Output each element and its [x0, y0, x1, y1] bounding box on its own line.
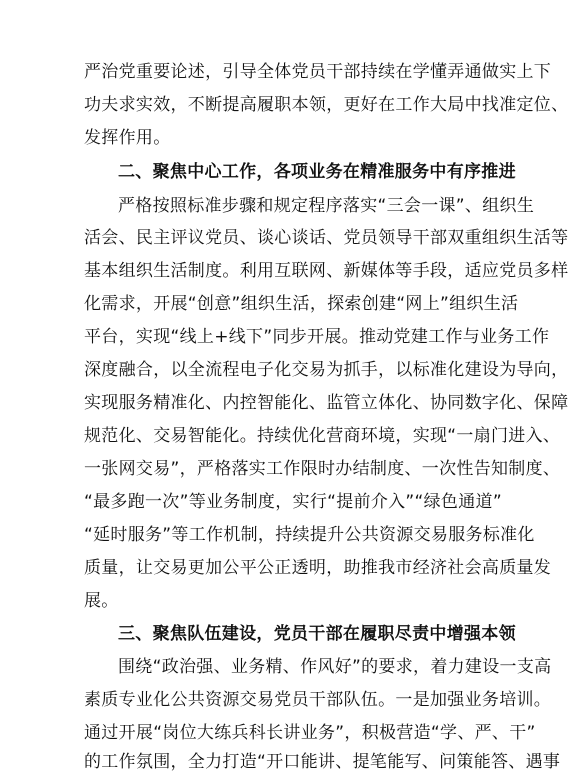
- body-text-line: 实现服务精准化、内控智能化、监管立体化、协同数字化、保障: [84, 393, 569, 413]
- section-heading-2: 二、聚焦中心工作，各项业务在精准服务中有序推进: [118, 162, 516, 182]
- body-text-line: 素质专业化公共资源交易党员干部队伍。一是加强业务培训。: [84, 690, 552, 710]
- body-text-line: 发挥作用。: [84, 128, 171, 148]
- body-text-line: 化需求，开展“创意”组织生活，探索创建“网上”组织生活: [84, 294, 519, 314]
- body-text-line: 的工作氛围，全力打造“开口能讲、提笔能写、问策能答、遇事: [84, 752, 561, 772]
- body-text-line: 严格按照标准步骤和规定程序落实“三会一课”、组织生: [118, 196, 535, 216]
- body-text-line: 平台，实现“线上+线下”同步开展。推动党建工作与业务工作: [84, 327, 550, 347]
- body-text-line: 活会、民主评议党员、谈心谈话、党员领导干部双重组织生活等: [84, 228, 569, 248]
- body-text-line: 一张网交易”，严格落实工作限时办结制度、一次性告知制度、: [84, 459, 561, 479]
- body-text-line: 基本组织生活制度。利用互联网、新媒体等手段，适应党员多样: [84, 261, 569, 281]
- body-text-line: 质量，让交易更加公平公正透明，助推我市经济社会高质量发: [84, 558, 552, 578]
- body-text-line: 规范化、交易智能化。持续优化营商环境，实现“一扇门进入、: [84, 426, 561, 446]
- body-text-line: 围绕“政治强、业务精、作风好”的要求，着力建设一支高: [118, 657, 552, 677]
- body-text-line: “最多跑一次”等业务制度，实行“提前介入”“绿色通道”: [84, 492, 502, 512]
- body-text-line: 展。: [84, 591, 119, 611]
- body-text-line: 通过开展“岗位大练兵科长讲业务”，积极营造“学、严、干”: [84, 723, 536, 743]
- section-heading-3: 三、聚焦队伍建设，党员干部在履职尽责中增强本领: [118, 624, 516, 644]
- body-text-line: 深度融合，以全流程电子化交易为抓手，以标准化建设为导向，: [84, 360, 569, 380]
- body-text-line: 功夫求实效，不断提高履职本领，更好在工作大局中找准定位、: [84, 95, 569, 115]
- body-text-line: 严治党重要论述，引导全体党员干部持续在学懂弄通做实上下: [84, 62, 552, 82]
- body-text-line: “延时服务”等工作机制，持续提升公共资源交易服务标准化: [84, 525, 535, 545]
